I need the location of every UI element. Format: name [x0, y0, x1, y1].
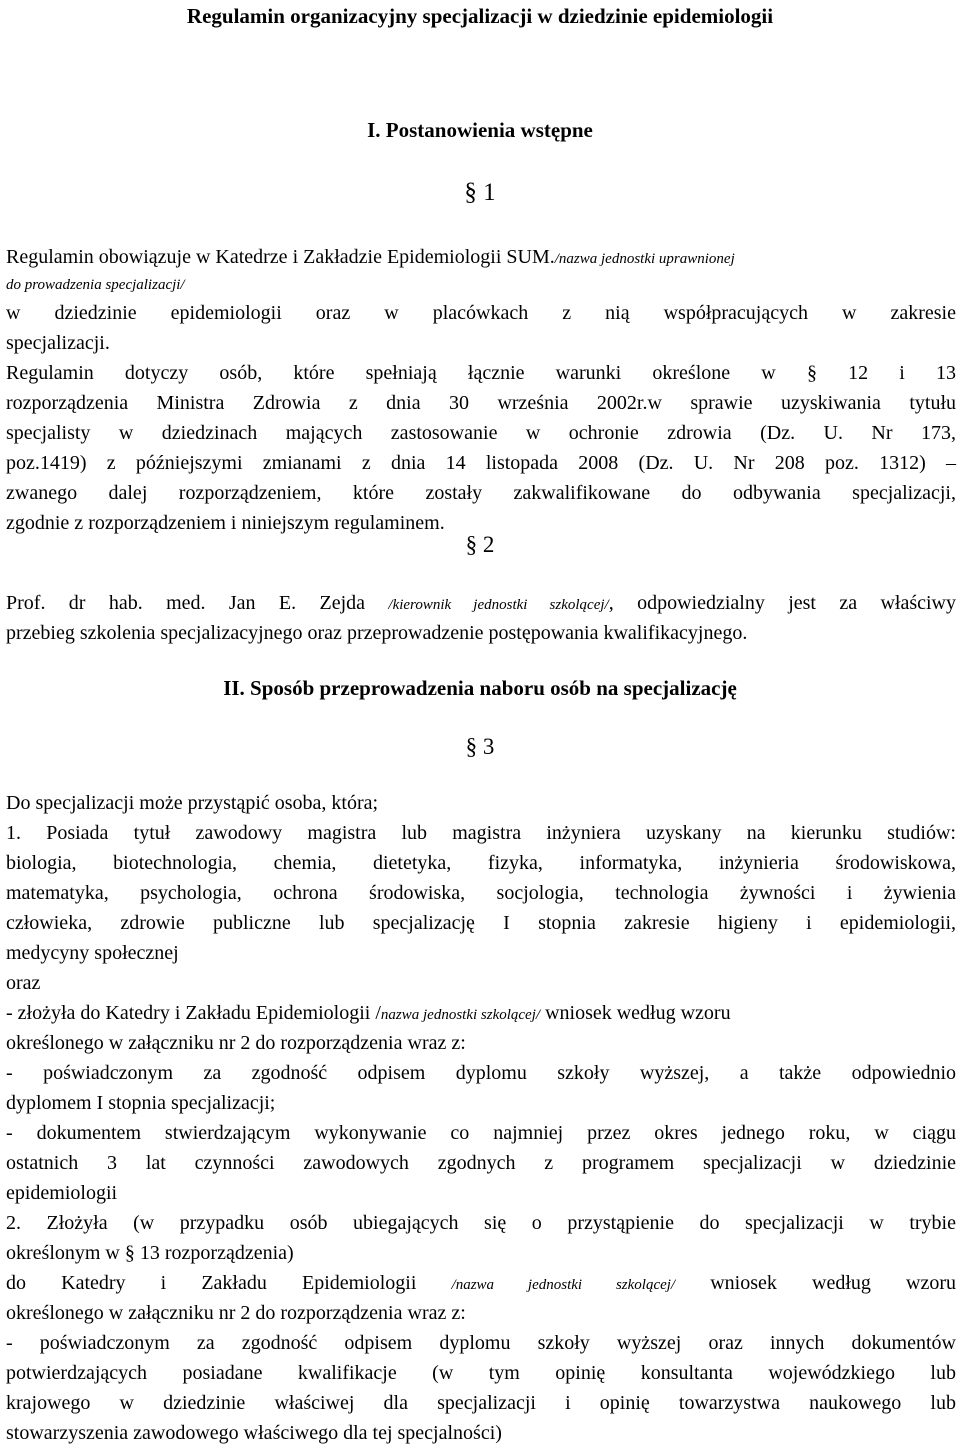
text-line: - poświadczonym za zgodność odpisem dyplomu szkoły wyższej, a także odpowiednio [6, 1062, 956, 1084]
paragraph-1-body [6, 242, 956, 538]
text-line: rozporządzenia Ministra Zdrowia z dnia 30 września 2002r.w sprawie uzyskiwania tytułu [6, 392, 956, 414]
text-line [6, 272, 956, 298]
text-line: dyplomem I stopnia specjalizacji; [6, 1092, 276, 1114]
text-line: poz.1419) z późniejszymi zmianami z dnia 14 listopada 2008 (Dz. U. Nr 208 poz. 1312) – [6, 452, 956, 474]
text-line: 1. Posiada tytuł zawodowy magistra lub magistra inżyniera uzyskany na kierunku studiów: [6, 822, 956, 844]
text-segment: wniosek według wzoru [710, 1272, 956, 1294]
paragraph-3-body [6, 788, 956, 1448]
text-line: potwierdzających posiadane kwalifikacje (w tym opinię konsultanta wojewódzkiego lub [6, 1362, 956, 1384]
text-line [6, 358, 956, 388]
text-line: określonego w załączniku nr 2 do rozporządzenia wraz z: [6, 1302, 466, 1324]
text-line: medycyny społecznej [6, 942, 179, 964]
text-line: - dokumentem stwierdzającym wykonywanie co najmniej przez okres jednego roku, w ciągu [6, 1122, 956, 1144]
text-segment: , odpowiedzialny jest za właściwy [608, 592, 956, 614]
text-segment: Prof. dr hab. med. Jan E. Zejda [6, 592, 366, 614]
text-segment: do Katedry i Zakładu Epidemiologii [6, 1272, 417, 1294]
text-line: specjalizacji. [6, 332, 110, 354]
text-line [6, 1268, 956, 1298]
text-segment: Regulamin dotyczy osób, które spełniają łącznie warunki określone w [6, 362, 776, 384]
text-line: określonego w załączniku nr 2 do rozporządzenia wraz z: [6, 1032, 466, 1054]
text-line: Do specjalizacji może przystąpić osoba, która; [6, 792, 379, 814]
paragraph-2-body [6, 588, 956, 648]
text-line: specjalisty w dziedzinach mających zastosowanie w ochronie zdrowia (Dz. U. Nr 173, [6, 422, 956, 444]
text-line: określonym w § 13 rozporządzenia) [6, 1242, 294, 1264]
italic-note: /nazwa jednostki szkolącej/ [451, 1277, 676, 1293]
paragraph-mark-1: § 1 [464, 179, 496, 206]
text-line: ostatnich 3 lat czynności zawodowych zgodnych z programem specjalizacji w dziedzinie [6, 1152, 956, 1174]
text-line: krajowego w dziedzinie właściwej dla specjalizacji i opinię towarzystwa naukowego lub [6, 1392, 956, 1414]
text-line: człowieka, zdrowie publiczne lub specjalizację I stopnia zakresie higieny i epidemiologii, [6, 912, 956, 934]
text-segment: wniosek według wzoru [540, 1002, 731, 1024]
text-line: zgodnie z rozporządzeniem i niniejszym regulaminem. [6, 512, 445, 534]
text-line: 2. Złożyła (w przypadku osób ubiegających się o przystąpienie do specjalizacji w trybie [6, 1212, 956, 1234]
text-segment: Regulamin obowiązuje w Katedrze i Zakładzie Epidemiologii SUM. [6, 246, 555, 268]
text-segment: - złożyła do Katedry i Zakładu Epidemiologii / [6, 1002, 381, 1024]
text-line: epidemiologii [6, 1182, 118, 1204]
text-line: stowarzyszenia zawodowego właściwego dla tej specjalności) [6, 1422, 502, 1444]
italic-note: /nazwa jednostki uprawnionej [554, 251, 735, 267]
text-line: zwanego dalej rozporządzeniem, które zostały zakwalifikowane do odbywania specjalizacji, [6, 482, 956, 504]
italic-note: do prowadzenia specjalizacji/ [6, 277, 185, 293]
text-line: matematyka, psychologia, ochrona środowiska, socjologia, technologia żywności i żywienia [6, 882, 956, 904]
paragraph-mark-3: § 3 [465, 734, 495, 759]
section-heading-2: II. Sposób przeprowadzenia naboru osób na specjalizację [223, 676, 737, 700]
text-line: - poświadczonym za zgodność odpisem dyplomu szkoły wyższej oraz innych dokumentów [6, 1332, 956, 1354]
text-line: w dziedzinie epidemiologii oraz w placówkach z nią współpracujących w zakresie [6, 302, 956, 324]
text-line [6, 998, 956, 1028]
text-line: oraz [6, 972, 41, 994]
text-line [6, 588, 956, 618]
section-heading-1: I. Postanowienia wstępne [367, 118, 593, 142]
text-line [6, 242, 956, 272]
italic-note: /kierownik jednostki szkolącej/ [388, 597, 609, 613]
text-line: przebieg szkolenia specjalizacyjnego oraz przeprowadzenie postępowania kwalifikacyjnego. [6, 622, 748, 644]
italic-note: nazwa jednostki szkolącej/ [380, 1007, 541, 1023]
document-title: Regulamin organizacyjny specjalizacji w dziedzinie epidemiologii [186, 4, 774, 28]
text-segment: § 12 i 13 [806, 362, 957, 384]
text-line: biologia, biotechnologia, chemia, dietetyka, fizyka, informatyka, inżynieria środowiskowa, [6, 852, 956, 874]
paragraph-mark-2: § 2 [465, 532, 495, 557]
